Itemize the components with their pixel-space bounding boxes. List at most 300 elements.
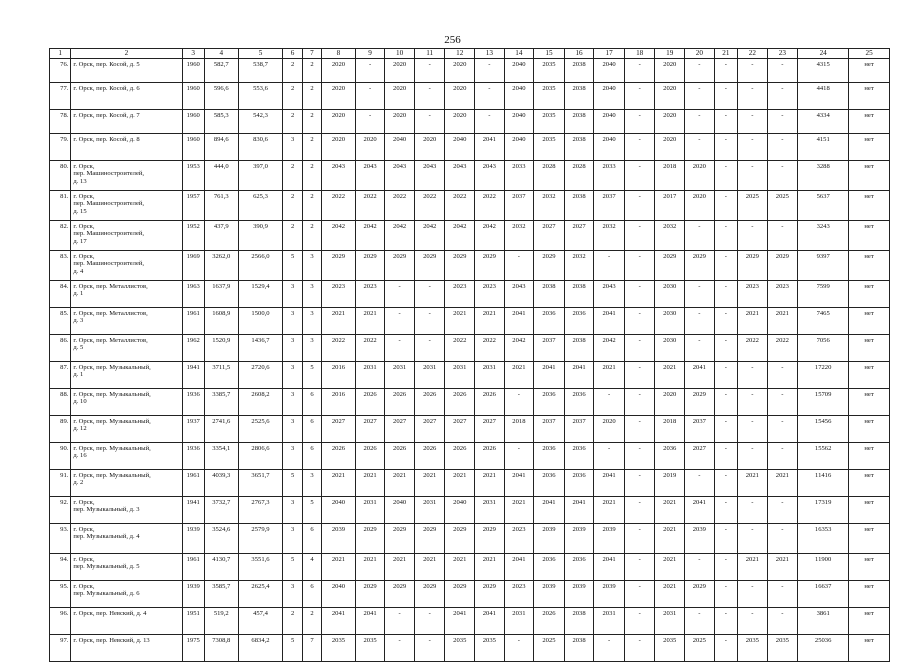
table-cell: 2 — [283, 161, 302, 191]
row-number-cell: 88. — [50, 389, 71, 416]
table-cell: 16353 — [798, 524, 849, 554]
table-cell: 2040 — [504, 83, 534, 110]
table-cell: 2029 — [385, 524, 415, 554]
table-cell: 582,7 — [204, 59, 238, 83]
table-cell: 11416 — [798, 470, 849, 497]
table-cell: - — [624, 524, 655, 554]
table-cell: 2036 — [534, 470, 565, 497]
table-cell: 2031 — [594, 608, 625, 635]
table-cell: 1608,9 — [204, 308, 238, 335]
table-cell: 2741,6 — [204, 416, 238, 443]
table-cell: 2021 — [655, 554, 685, 581]
table-cell: 2039 — [564, 524, 594, 554]
table-cell: 3 — [283, 497, 302, 524]
address-cell: г. Орск, пер. Машиностроителей, д. 15 — [71, 191, 182, 221]
table-cell: 2026 — [475, 443, 505, 470]
table-cell: - — [385, 608, 415, 635]
table-cell: 2041 — [504, 308, 534, 335]
table-cell: 2022 — [355, 335, 385, 362]
table-cell: - — [624, 497, 655, 524]
table-cell: - — [414, 83, 445, 110]
table-cell: 2030 — [655, 335, 685, 362]
table-cell: 2035 — [534, 134, 565, 161]
table-cell: - — [714, 59, 737, 83]
table-cell: - — [767, 389, 798, 416]
table-cell: 2037 — [504, 191, 534, 221]
table-cell: - — [385, 635, 415, 662]
row-number-cell: 83. — [50, 251, 71, 281]
table-row — [50, 635, 890, 662]
table-cell: 2038 — [564, 335, 594, 362]
table-row — [50, 134, 890, 161]
table-cell: 2026 — [355, 443, 385, 470]
table-cell: 2025 — [738, 191, 768, 221]
table-cell: 2038 — [564, 608, 594, 635]
table-cell: 1961 — [182, 470, 204, 497]
table-cell: 2021 — [322, 308, 356, 335]
table-cell: 2026 — [445, 443, 475, 470]
table-cell: 2029 — [385, 581, 415, 608]
table-cell: 2035 — [534, 110, 565, 134]
table-cell: 15562 — [798, 443, 849, 470]
table-cell: 1960 — [182, 110, 204, 134]
table-cell: - — [624, 608, 655, 635]
table-cell: - — [767, 161, 798, 191]
table-cell: 4039,3 — [204, 470, 238, 497]
table-cell: 2020 — [322, 59, 356, 83]
address-cell: г. Орск, пер. Косой, д. 5 — [71, 59, 182, 83]
table-cell: 1961 — [182, 554, 204, 581]
table-cell: 2040 — [594, 83, 625, 110]
table-cell: 2020 — [655, 134, 685, 161]
table-cell: - — [624, 470, 655, 497]
table-cell: - — [624, 221, 655, 251]
row-number-cell: 77. — [50, 83, 71, 110]
table-cell: 2020 — [385, 83, 415, 110]
table-cell: 1951 — [182, 608, 204, 635]
table-cell: 2016 — [322, 362, 356, 389]
row-number-cell: 91. — [50, 470, 71, 497]
table-cell: 2026 — [385, 443, 415, 470]
table-cell: 2038 — [564, 59, 594, 83]
table-cell: 2022 — [445, 191, 475, 221]
table-cell: 5 — [283, 554, 302, 581]
table-cell: 2042 — [594, 335, 625, 362]
table-cell: 3 — [283, 335, 302, 362]
table-cell: 4151 — [798, 134, 849, 161]
table-cell: 2039 — [594, 524, 625, 554]
table-cell: - — [624, 110, 655, 134]
address-cell: г. Орск, пер. Музыкальный, д. 6 — [71, 581, 182, 608]
table-cell: нет — [849, 221, 890, 251]
table-cell: 6834,2 — [238, 635, 283, 662]
table-cell: - — [414, 110, 445, 134]
table-cell: 2042 — [504, 335, 534, 362]
table-row — [50, 581, 890, 608]
table-cell: - — [767, 59, 798, 83]
column-number-header: 1 — [50, 49, 71, 59]
table-row — [50, 335, 890, 362]
table-cell: 2029 — [445, 581, 475, 608]
table-cell: 6 — [302, 524, 321, 554]
table-cell: 2031 — [414, 497, 445, 524]
table-cell: 437,9 — [204, 221, 238, 251]
table-cell: - — [714, 281, 737, 308]
table-cell: 2021 — [355, 308, 385, 335]
column-number-row — [50, 49, 890, 59]
table-cell: - — [714, 554, 737, 581]
table-cell: 2579,9 — [238, 524, 283, 554]
table-cell: 2035 — [445, 635, 475, 662]
table-cell: 2037 — [564, 416, 594, 443]
table-cell: 2040 — [504, 134, 534, 161]
table-cell: 3 — [283, 134, 302, 161]
table-cell: 1637,9 — [204, 281, 238, 308]
table-cell: 1960 — [182, 59, 204, 83]
row-number-cell: 92. — [50, 497, 71, 524]
table-cell: 2021 — [767, 554, 798, 581]
table-cell: 2041 — [594, 308, 625, 335]
table-cell: нет — [849, 59, 890, 83]
table-cell: - — [714, 83, 737, 110]
column-number-header: 12 — [445, 49, 475, 59]
table-cell: 2041 — [594, 554, 625, 581]
table-cell: 2021 — [738, 308, 768, 335]
table-cell: нет — [849, 635, 890, 662]
table-cell: 2036 — [564, 389, 594, 416]
table-cell: 2021 — [475, 470, 505, 497]
table-cell: 2038 — [564, 110, 594, 134]
table-cell: - — [624, 581, 655, 608]
table-cell: 2041 — [322, 608, 356, 635]
table-cell: - — [355, 59, 385, 83]
table-cell: 2029 — [534, 251, 565, 281]
table-cell: 5 — [283, 635, 302, 662]
table-row — [50, 251, 890, 281]
table-cell: - — [767, 362, 798, 389]
column-number-header: 15 — [534, 49, 565, 59]
column-number-header: 25 — [849, 49, 890, 59]
table-cell: 3354,1 — [204, 443, 238, 470]
table-cell: - — [738, 362, 768, 389]
table-cell: 2021 — [504, 497, 534, 524]
table-cell: 2031 — [355, 497, 385, 524]
table-cell: 2040 — [385, 134, 415, 161]
column-number-header: 23 — [767, 49, 798, 59]
table-row — [50, 524, 890, 554]
table-cell: 2032 — [534, 191, 565, 221]
table-cell: 2023 — [738, 281, 768, 308]
table-cell: 1939 — [182, 581, 204, 608]
table-cell: 2036 — [534, 308, 565, 335]
table-cell: 2037 — [685, 416, 715, 443]
table-cell: 3651,7 — [238, 470, 283, 497]
column-number-header: 2 — [71, 49, 182, 59]
table-cell: - — [714, 608, 737, 635]
row-number-cell: 93. — [50, 524, 71, 554]
table-cell: 2041 — [564, 362, 594, 389]
table-cell: 1952 — [182, 221, 204, 251]
table-cell: - — [738, 497, 768, 524]
table-cell: - — [685, 83, 715, 110]
table-cell: - — [475, 110, 505, 134]
table-cell: 1436,7 — [238, 335, 283, 362]
table-cell: 2041 — [445, 608, 475, 635]
table-cell: 2021 — [385, 554, 415, 581]
table-cell: 3 — [302, 251, 321, 281]
table-row — [50, 308, 890, 335]
table-cell: 2022 — [385, 191, 415, 221]
table-cell: 1962 — [182, 335, 204, 362]
table-cell: - — [414, 281, 445, 308]
table-cell: - — [738, 443, 768, 470]
table-cell: 2019 — [655, 470, 685, 497]
table-cell: 2036 — [564, 554, 594, 581]
table-cell: нет — [849, 389, 890, 416]
table-cell: 2026 — [534, 608, 565, 635]
address-cell: г. Орск, пер. Музыкальный, д. 16 — [71, 443, 182, 470]
table-cell: - — [624, 416, 655, 443]
table-cell: - — [624, 251, 655, 281]
table-cell: 2041 — [355, 608, 385, 635]
table-cell: 2022 — [355, 191, 385, 221]
table-cell: - — [504, 251, 534, 281]
table-cell: 2608,2 — [238, 389, 283, 416]
table-cell: - — [624, 83, 655, 110]
table-cell: 25036 — [798, 635, 849, 662]
table-cell: 2021 — [594, 362, 625, 389]
table-row — [50, 83, 890, 110]
table-cell: 2016 — [322, 389, 356, 416]
table-cell: - — [624, 308, 655, 335]
table-cell: 2032 — [564, 251, 594, 281]
table-cell: 2026 — [414, 389, 445, 416]
table-cell: нет — [849, 335, 890, 362]
table-row — [50, 161, 890, 191]
table-cell: - — [504, 635, 534, 662]
table-cell: 2041 — [594, 470, 625, 497]
table-cell: 1939 — [182, 524, 204, 554]
table-cell: 2 — [302, 59, 321, 83]
table-cell: - — [714, 443, 737, 470]
table-cell: 2043 — [445, 161, 475, 191]
table-cell: 7599 — [798, 281, 849, 308]
table-cell: 2042 — [385, 221, 415, 251]
table-cell: - — [685, 608, 715, 635]
row-number-cell: 85. — [50, 308, 71, 335]
address-cell: г. Орск, пер. Музыкальный, д. 5 — [71, 554, 182, 581]
table-cell: 585,3 — [204, 110, 238, 134]
table-cell: 2021 — [355, 470, 385, 497]
table-cell: нет — [849, 524, 890, 554]
table-cell: 2020 — [655, 59, 685, 83]
table-cell: 2021 — [322, 554, 356, 581]
table-cell: 1500,0 — [238, 308, 283, 335]
table-cell: 2042 — [445, 221, 475, 251]
table-cell: - — [414, 308, 445, 335]
table-cell: 2020 — [594, 416, 625, 443]
table-cell: 2 — [302, 134, 321, 161]
row-number-cell: 89. — [50, 416, 71, 443]
table-cell: 2023 — [322, 281, 356, 308]
table-cell: 2 — [302, 110, 321, 134]
table-cell: 2039 — [685, 524, 715, 554]
table-cell: 3 — [302, 308, 321, 335]
table-cell: 2021 — [414, 470, 445, 497]
table-cell: 2025 — [767, 191, 798, 221]
table-cell: нет — [849, 110, 890, 134]
table-cell: 2036 — [534, 443, 565, 470]
table-cell: 444,0 — [204, 161, 238, 191]
table-row — [50, 362, 890, 389]
table-cell: 1937 — [182, 416, 204, 443]
column-number-header: 7 — [302, 49, 321, 59]
table-cell: 2036 — [564, 443, 594, 470]
table-cell: 2041 — [504, 470, 534, 497]
table-cell: 2021 — [445, 470, 475, 497]
table-cell: 2043 — [594, 281, 625, 308]
table-cell: - — [355, 83, 385, 110]
address-cell: г. Орск, пер. Машиностроителей, д. 13 — [71, 161, 182, 191]
table-cell: 2033 — [504, 161, 534, 191]
address-cell: г. Орск, пер. Музыкальный, д. 12 — [71, 416, 182, 443]
table-cell: 2033 — [594, 161, 625, 191]
table-cell: 830,6 — [238, 134, 283, 161]
table-cell: 2036 — [534, 554, 565, 581]
table-cell: - — [738, 221, 768, 251]
table-cell: нет — [849, 251, 890, 281]
table-cell: 2566,0 — [238, 251, 283, 281]
table-cell: 2027 — [385, 416, 415, 443]
table-cell: 2021 — [475, 308, 505, 335]
table-cell: 2020 — [414, 134, 445, 161]
table-cell: 9397 — [798, 251, 849, 281]
table-cell: 2041 — [534, 362, 565, 389]
table-cell: 1957 — [182, 191, 204, 221]
address-cell: г. Орск, пер. Невский, д. 4 — [71, 608, 182, 635]
table-cell: - — [767, 581, 798, 608]
table-cell: 2026 — [445, 389, 475, 416]
table-cell: - — [594, 251, 625, 281]
table-cell: 2 — [302, 221, 321, 251]
table-cell: 2020 — [655, 83, 685, 110]
address-cell: г. Орск, пер. Музыкальный, д. 10 — [71, 389, 182, 416]
address-cell: г. Орск, пер. Невский, д. 13 — [71, 635, 182, 662]
table-cell: 2022 — [475, 335, 505, 362]
table-cell: - — [414, 59, 445, 83]
table-cell: 2031 — [475, 497, 505, 524]
table-cell: 1960 — [182, 134, 204, 161]
row-number-cell: 82. — [50, 221, 71, 251]
table-cell: 596,6 — [204, 83, 238, 110]
table-cell: 2021 — [414, 554, 445, 581]
table-cell: 2039 — [534, 524, 565, 554]
table-cell: нет — [849, 362, 890, 389]
table-cell: 2021 — [738, 554, 768, 581]
table-cell: 2043 — [385, 161, 415, 191]
address-cell: г. Орск, пер. Музыкальный, д. 3 — [71, 497, 182, 524]
table-cell: 5 — [283, 470, 302, 497]
table-cell: 2018 — [655, 161, 685, 191]
table-cell: 2022 — [445, 335, 475, 362]
table-cell: 2 — [283, 83, 302, 110]
table-cell: - — [624, 635, 655, 662]
table-cell: - — [594, 389, 625, 416]
table-cell: 2040 — [445, 134, 475, 161]
table-cell: - — [714, 581, 737, 608]
table-cell: 1941 — [182, 497, 204, 524]
row-number-cell: 96. — [50, 608, 71, 635]
table-cell: 15456 — [798, 416, 849, 443]
table-cell: - — [624, 161, 655, 191]
table-cell: 2020 — [322, 83, 356, 110]
table-row — [50, 608, 890, 635]
table-cell: 2 — [283, 110, 302, 134]
table-cell: 2040 — [504, 59, 534, 83]
table-cell: 1941 — [182, 362, 204, 389]
table-cell: - — [414, 635, 445, 662]
column-number-header: 4 — [204, 49, 238, 59]
table-cell: 2040 — [322, 581, 356, 608]
table-cell: 2028 — [534, 161, 565, 191]
table-cell: - — [685, 110, 715, 134]
column-number-header: 5 — [238, 49, 283, 59]
table-cell: 2043 — [355, 161, 385, 191]
table-cell: 4315 — [798, 59, 849, 83]
table-cell: 2041 — [685, 497, 715, 524]
table-cell: - — [385, 335, 415, 362]
table-cell: - — [714, 161, 737, 191]
table-cell: 2031 — [355, 362, 385, 389]
table-cell: - — [594, 635, 625, 662]
table-cell: - — [738, 161, 768, 191]
table-cell: 2030 — [655, 281, 685, 308]
table-cell: 2039 — [594, 581, 625, 608]
table-cell: нет — [849, 281, 890, 308]
table-cell: - — [624, 281, 655, 308]
table-cell: 2040 — [385, 497, 415, 524]
table-cell: 2035 — [475, 635, 505, 662]
table-cell: 2025 — [534, 635, 565, 662]
table-cell: нет — [849, 443, 890, 470]
table-cell: - — [738, 524, 768, 554]
table-cell: 457,4 — [238, 608, 283, 635]
table-cell: 2020 — [445, 110, 475, 134]
table-cell: 2043 — [322, 161, 356, 191]
table-cell: 1963 — [182, 281, 204, 308]
table-cell: 2025 — [685, 635, 715, 662]
table-cell: - — [714, 308, 737, 335]
table-cell: 2029 — [685, 251, 715, 281]
table-row — [50, 191, 890, 221]
table-cell: 3 — [283, 362, 302, 389]
table-cell: 7308,8 — [204, 635, 238, 662]
table-row — [50, 470, 890, 497]
table-cell: 2040 — [504, 110, 534, 134]
table-cell: 15709 — [798, 389, 849, 416]
table-cell: - — [685, 308, 715, 335]
table-cell: 2041 — [534, 497, 565, 524]
table-cell: 7056 — [798, 335, 849, 362]
table-cell: 2030 — [655, 308, 685, 335]
table-cell: 2032 — [594, 221, 625, 251]
table-cell: 2031 — [385, 362, 415, 389]
table-cell: - — [738, 83, 768, 110]
column-number-header: 3 — [182, 49, 204, 59]
table-cell: - — [624, 191, 655, 221]
table-cell: нет — [849, 416, 890, 443]
table-cell: 3 — [283, 308, 302, 335]
